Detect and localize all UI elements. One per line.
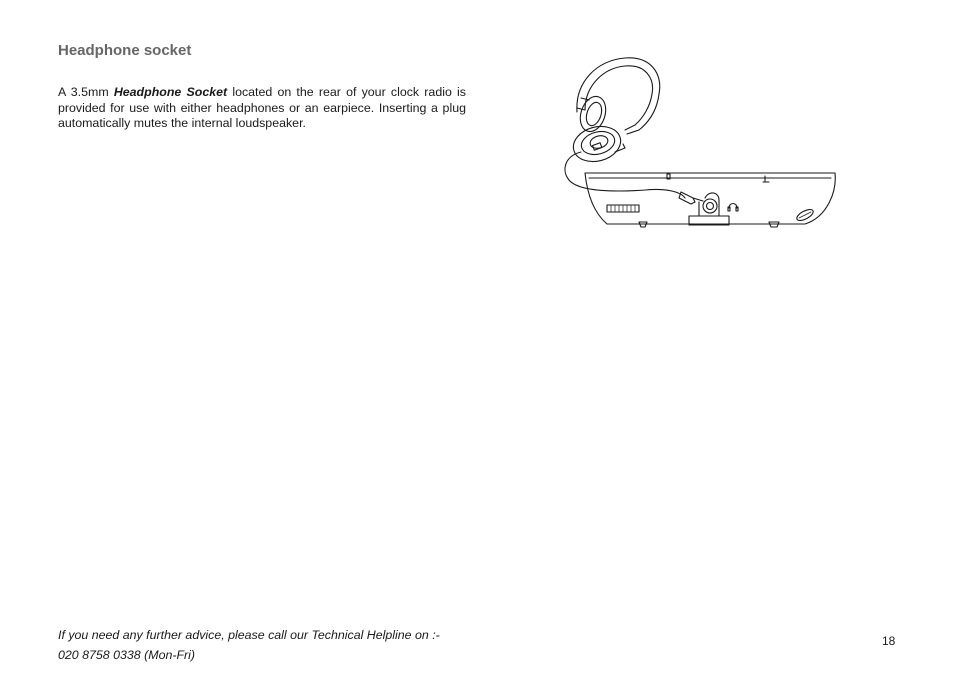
page-number: 18: [882, 634, 896, 648]
footer-advice-text: If you need any further advice, please call our Technical Helpline on :-: [58, 628, 440, 642]
clock-radio-rear-icon: [585, 173, 835, 227]
headphone-socket-term: Headphone Socket: [113, 85, 228, 99]
paragraph-rest: located on the rear of your clock radio is provided for use with either headphones or an earpiece. Inserting a plug automatically mutes the internal loudspeaker.: [58, 85, 466, 130]
headphones-clock-radio-illustration: [555, 52, 840, 232]
footer-phone-number: 020 8758 0338 (Mon-Fri): [58, 648, 196, 662]
section-heading: Headphone socket: [58, 42, 192, 59]
paragraph-intro: A 3.5mm: [58, 85, 114, 99]
footer-helpline: [58, 625, 440, 665]
body-paragraph: [58, 85, 466, 132]
